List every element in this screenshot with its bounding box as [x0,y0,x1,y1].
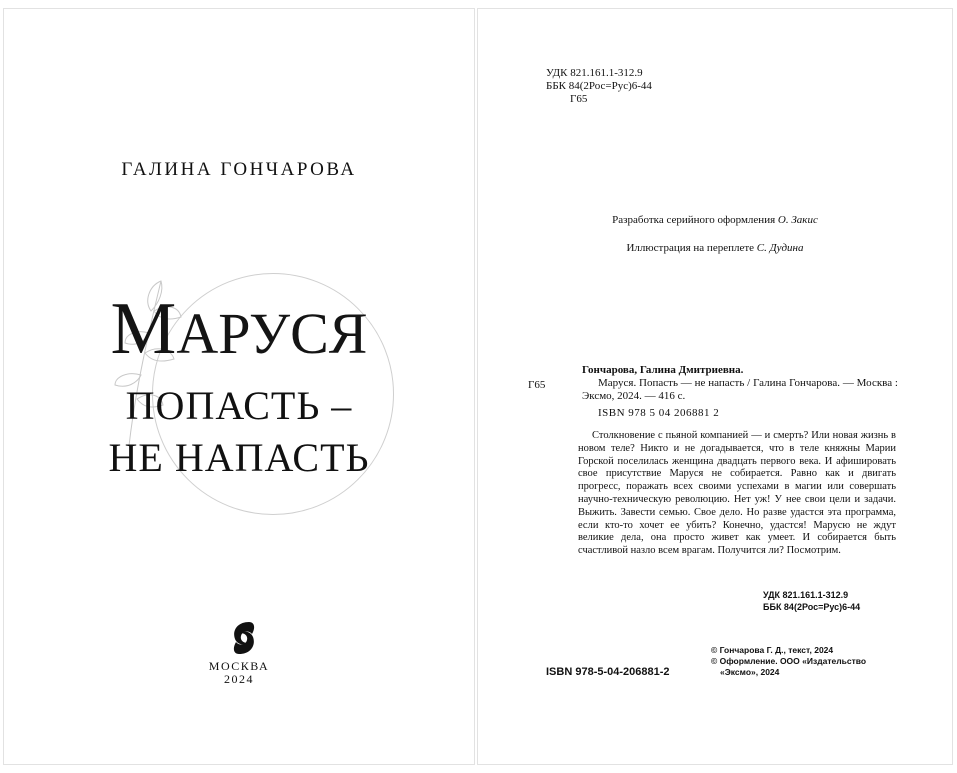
imprint-page [477,8,953,765]
bottom-bbk: ББК 84(2Рос=Рус)6-44 [763,602,861,612]
eksmo-logo-icon [229,619,259,657]
subtitle-line-2: НЕ НАПАСТЬ [108,435,370,480]
copyright-block [711,645,911,678]
copyright-line-3: «Эксмо», 2024 [720,667,780,677]
design-credit [478,214,952,227]
card-body [582,364,898,420]
udk-code: УДК 821.161.1-312.9 [546,67,643,79]
book-title [4,288,474,370]
design-credit-name: О. Закис [777,214,818,226]
copyright-line-1: © Гончарова Г. Д., текст, 2024 [711,645,834,655]
bottom-classification [763,589,860,613]
bottom-udk: УДК 821.161.1-312.9 [763,590,849,600]
classification-block [546,67,652,106]
isbn-number: ISBN 978-5-04-206881-2 [546,666,670,678]
publication-year: 2024 [224,672,254,686]
card-code: Г65 [528,379,546,391]
card-description: Маруся. Попасть — не напасть / Галина Гончарова. — Москва : Эксмо, 2024. — 416 с. [582,377,898,402]
illustration-credit [478,242,952,255]
title-rest: АРУСЯ [176,301,368,366]
title-page [3,8,475,765]
illustration-credit-name: С. Дудина [756,242,804,254]
annotation-text: Столкновение с пьяной компанией — и смерть? Или новая жизнь в новом теле? Никто и не догадывается, что в теле княжны Марии Горской поселилась женщина двадцать первого века. И афишировать свое присутствие Маруся не собирается. Равно как и двигать прогресс, поражать всех своими успехами в магии или совершать научно-техническую революцию. Нет уж! У нее свои цели и задачи. Выжить. Завести семью. Свое дело. Но разве удастся эта программа, если кто-то хочет ее убить? Конечно, удастся! Марусю не ждут великие дела, она просто живет как умеет. И собирается быть счастливой назло всем врагам. Получится ли? Посмотрим. [578,430,896,557]
subtitle-line-1: ПОПАСТЬ – [125,383,353,428]
bbk-code: ББК 84(2Рос=Рус)6-44 [546,80,652,92]
card-isbn: ISBN 978 5 04 206881 2 [598,407,720,419]
design-credit-label: Разработка серийного оформления [612,214,776,226]
copyright-line-2: © Оформление. ООО «Издательство [711,656,867,666]
author-name: ГАЛИНА ГОНЧАРОВА [121,159,357,180]
author-sign: Г65 [570,93,588,105]
title-first-letter: М [110,288,177,370]
illustration-credit-label: Иллюстрация на переплете [626,242,755,254]
publisher-city: МОСКВА [208,659,270,673]
card-author: Гончарова, Галина Дмитриевна. [582,364,744,376]
